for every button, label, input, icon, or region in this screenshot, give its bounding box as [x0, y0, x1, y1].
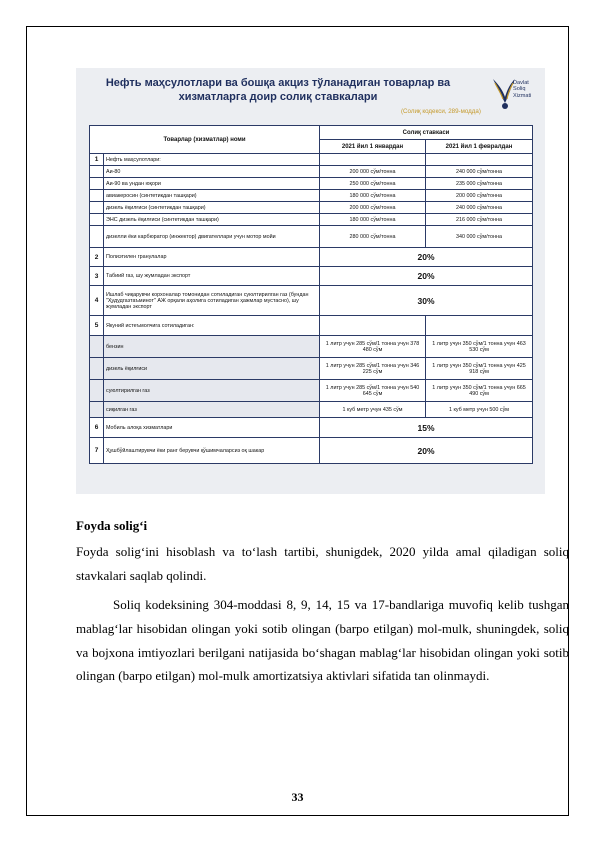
- row-value-1: 180 000 сўм/тонна: [320, 190, 426, 202]
- row-value-2: 1 куб метр учун 500 сўм: [426, 402, 533, 418]
- row-name: Ҳушбўйлаштирувчи ёки ранг берувчи қўшимчаларсиз оқ шакар: [104, 438, 320, 464]
- row-number: 6: [90, 418, 104, 438]
- row-value-1: 280 000 сўм/тонна: [320, 226, 426, 248]
- row-name: дизель ёқилғиси (синтетикдан ташқари): [104, 202, 320, 214]
- section-heading: Foyda solig‘i: [76, 518, 148, 533]
- row-number: [90, 178, 104, 190]
- row-value-1: 200 000 сўм/тонна: [320, 202, 426, 214]
- row-value-2: 235 000 сўм/тонна: [426, 178, 533, 190]
- row-value-1: 1 куб метр учун 435 сўм: [320, 402, 426, 418]
- figure-title: Нефть маҳсулотлари ва бошқа акциз тўланадиган товарлар ва хизматларга доир солиқ ставкалари: [105, 77, 451, 103]
- row-number: [90, 380, 104, 402]
- logo-line: Soliq: [513, 86, 526, 93]
- header-goods: Товарлар (хизматлар) номи: [90, 126, 320, 154]
- row-value-2: [426, 316, 533, 336]
- row-merged-rate: 20%: [320, 248, 533, 267]
- row-merged-rate: 20%: [320, 438, 533, 464]
- row-merged-rate: 30%: [320, 286, 533, 316]
- row-name: Аи-80: [104, 166, 320, 178]
- paragraph: Soliq kodeksining 304-moddasi 8, 9, 14, 15 va 17-bandlariga muvofiq kelib tushgan mablag‘lar hisobidan olingan yoki sotib olingan (barpo etilgan) mol-mulk, shuningdek, soliq va bojxona imtiyozlari berilgani natijasida bo‘shagan mablag‘lar hisobidan olingan yoki sotib olingan (barpo etilgan) mol-mulk amortizatsiya aktivlari sifatida tan olinmaydi.: [76, 597, 569, 684]
- header-rates: Солиқ ставкаси: [320, 126, 533, 140]
- row-number: [90, 226, 104, 248]
- row-merged-rate: 15%: [320, 418, 533, 438]
- row-name: Нефть маҳсулотлари:: [104, 154, 320, 166]
- logo-text: [513, 80, 531, 99]
- row-name: Ишлаб чиқарувчи корхоналар томонидан сотиладиган суюлтирилган газ (бундан "Ҳудудгазтаъминот" АЖ орқали аҳолига сотиладиган ҳажмлар мустасно), шу жумладан экспорт: [104, 286, 320, 316]
- row-value-1: 1 литр учун 285 сўм/1 тонна учун 540 645 сўм: [320, 380, 426, 402]
- row-name: бензин: [104, 336, 320, 358]
- row-number: 3: [90, 267, 104, 286]
- row-name: Табиий газ, шу жумладан экспорт: [104, 267, 320, 286]
- tax-rates-image: [76, 68, 545, 494]
- row-name: Мобиль алоқа хизматлари: [104, 418, 320, 438]
- row-name: Полиэтилен гранулалар: [104, 248, 320, 267]
- row-number: [90, 336, 104, 358]
- row-value-2: 240 000 сўм/тонна: [426, 202, 533, 214]
- row-value-2: 1 литр учун 350 сўм/1 тонна учун 665 490 сўм: [426, 380, 533, 402]
- row-value-2: 240 000 сўм/тонна: [426, 166, 533, 178]
- row-name: ЭНС дизель ёқилғиси (синтетикдан ташқари): [104, 214, 320, 226]
- row-number: 7: [90, 438, 104, 464]
- row-number: [90, 166, 104, 178]
- row-value-2: 216 000 сўм/тонна: [426, 214, 533, 226]
- row-name: Якуний истеъмолчига сотиладиган:: [104, 316, 320, 336]
- row-name: авиакеросин (синтетикдан ташқари): [104, 190, 320, 202]
- row-value-1: 250 000 сўм/тонна: [320, 178, 426, 190]
- eagle-logo-icon: [481, 73, 541, 115]
- tax-rates-table: [89, 125, 533, 464]
- row-name: сиқилган газ: [104, 402, 320, 418]
- row-value-1: 1 литр учун 285 сўм/1 тонна учун 378 480 сўм: [320, 336, 426, 358]
- row-name: дизель ёқилғиси: [104, 358, 320, 380]
- row-number: 5: [90, 316, 104, 336]
- row-number: [90, 214, 104, 226]
- row-value-2: 200 000 сўм/тонна: [426, 190, 533, 202]
- row-number: 1: [90, 154, 104, 166]
- figure-subtitle: (Солиқ кодекси, 289-модда): [401, 108, 481, 115]
- row-number: 4: [90, 286, 104, 316]
- row-number: 2: [90, 248, 104, 267]
- row-number: [90, 190, 104, 202]
- row-value-2: [426, 154, 533, 166]
- figure-header: [76, 68, 545, 122]
- paragraph: Foyda solig‘ini hisoblash va to‘lash tartibi, shunigdek, 2020 yilda amal qiladigan soliq stavkalari saqlab qolindi.: [76, 544, 569, 583]
- row-name: Аи-90 ва ундан юқори: [104, 178, 320, 190]
- row-value-1: [320, 316, 426, 336]
- row-value-1: 180 000 сўм/тонна: [320, 214, 426, 226]
- row-merged-rate: 20%: [320, 267, 533, 286]
- header-col1: 2021 йил 1 январдан: [320, 140, 426, 154]
- row-value-2: 340 000 сўм/тонна: [426, 226, 533, 248]
- row-value-1: 1 литр учун 285 сўм/1 тонна учун 346 225 сўм: [320, 358, 426, 380]
- header-col2: 2021 йил 1 февралдан: [426, 140, 533, 154]
- row-value-1: [320, 154, 426, 166]
- logo-line: Davlat: [513, 80, 529, 86]
- row-name: суюлтирилган газ: [104, 380, 320, 402]
- logo-line: Xizmati: [513, 92, 532, 99]
- row-number: [90, 202, 104, 214]
- row-value-2: 1 литр учун 350 сўм/1 тонна учун 463 530 сўм: [426, 336, 533, 358]
- page-number: 33: [291, 790, 304, 804]
- row-name: дизелли ёки карбюратор (инжектор) двигателлари учун мотор мойи: [104, 226, 320, 248]
- row-number: [90, 358, 104, 380]
- row-value-1: 200 000 сўм/тонна: [320, 166, 426, 178]
- row-number: [90, 402, 104, 418]
- row-value-2: 1 литр учун 350 сўм/1 тонна учун 425 918 сўм: [426, 358, 533, 380]
